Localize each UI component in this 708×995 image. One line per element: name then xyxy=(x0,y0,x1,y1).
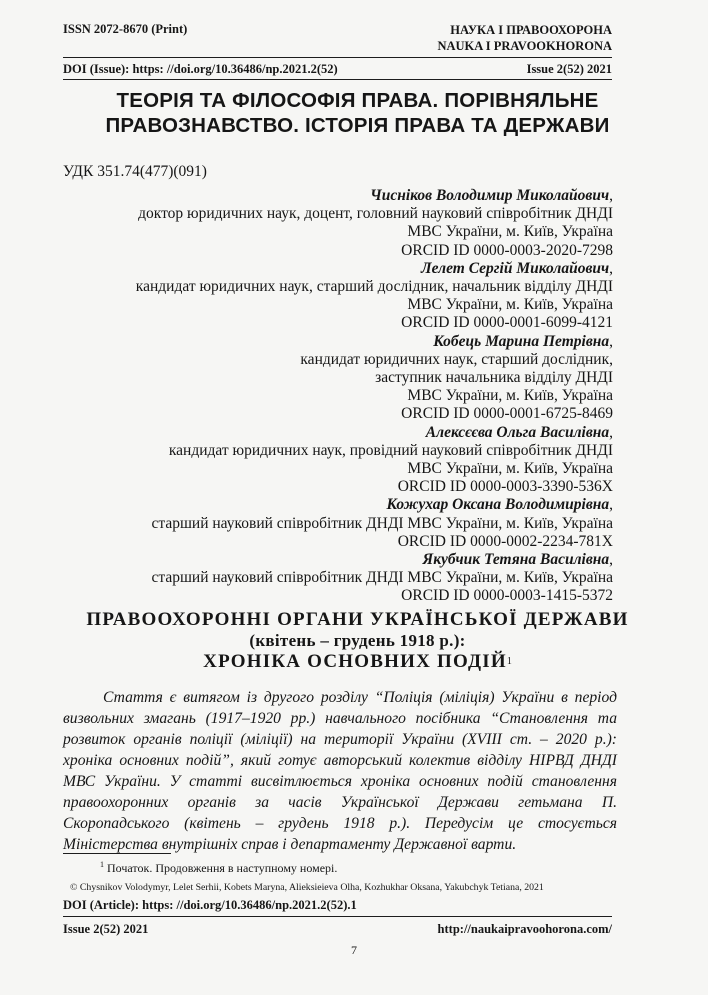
section-title-line-2: ПРАВОЗНАВСТВО. ІСТОРІЯ ПРАВА ТА ДЕРЖАВИ xyxy=(105,114,610,137)
author-affiliation: кандидат юридичних наук, старший дослідник, начальник відділу ДНДІ xyxy=(135,278,613,296)
issue-label: Issue 2(52) 2021 xyxy=(526,62,612,76)
author-affiliation: доктор юридичних наук, доцент, головний науковий співробітник ДНДІ xyxy=(138,205,613,223)
author-orcid: ORCID ID 0000-0002-2234-781X xyxy=(397,532,613,550)
author-name: Кожухар Оксана Володимирівна xyxy=(386,496,610,514)
abstract: Стаття є витягом із другого розділу “Поліція (міліція) України в період визвольних змагань (1917–1920 рр.) навчального посібника “Становлення та розвиток органів поліції (міліції) на території України (XVIII ст. – 2020 р.): хроніка основних подій”, який готує авторський колектив відділу НІРВД ДНДІ МВС України. У статті висвітлюється хроніка основних подій становлення правоохоронних органів за часів Української Держави гетьмана П. Скоропадського (квітень – грудень 1918 р.). Передусім це стосується Міністерства внутрішніх справ і департаменту Державної варти. xyxy=(63,689,617,853)
journal-name-en: NAUKA I PRAVOOKHORONA xyxy=(437,39,612,53)
article-title-line-1: ПРАВООХОРОННІ ОРГАНИ УКРАЇНСЬКОЇ ДЕРЖАВИ xyxy=(86,609,629,630)
author: Лелет Сергій Миколайович, кандидат юридичних наук, старший дослідник, начальник відділу ДНДІ МВС України, м. Київ, Україна ORCID ID 0000-0001-6099-4121 xyxy=(53,260,613,333)
author-affiliation: МВС України, м. Київ, Україна xyxy=(407,296,613,314)
footer-issue: Issue 2(52) 2021 xyxy=(63,922,149,936)
author-affiliation: кандидат юридичних наук, старший дослідник, xyxy=(300,350,613,368)
article-title-line-2: (квітень – грудень 1918 р.): xyxy=(249,631,466,650)
author-affiliation: заступник начальника відділу ДНДІ xyxy=(375,369,613,387)
issn: ISSN 2072-8670 (Print) xyxy=(63,22,188,36)
footnote-marker[interactable]: 1 xyxy=(506,656,512,667)
footnote-text: Початок. Продовження в наступному номері. xyxy=(104,861,338,875)
author: Кобець Марина Петрівна, кандидат юридичних наук, старший дослідник, заступник начальника відділу ДНДІ МВС України, м. Київ, Україна ORCID ID 0000-0001-6725-8469 xyxy=(53,333,613,424)
udk-code: УДК 351.74(477)(091) xyxy=(63,163,207,180)
author-name: Лелет Сергій Миколайович xyxy=(421,259,610,277)
author: Якубчик Тетяна Василівна, старший науковий співробітник ДНДІ МВС України, м. Київ, Україна ORCID ID 0000-0003-1415-5372 xyxy=(53,551,613,606)
copyright: © Chysnikov Volodymyr, Lelet Serhii, Kobets Maryna, Alieksieieva Olha, Kozhukhar Oksana, Yakubchyk Tetiana, 2021 xyxy=(70,882,544,893)
author-orcid: ORCID ID 0000-0003-2020-7298 xyxy=(401,241,613,259)
author: Кожухар Оксана Володимирівна, старший науковий співробітник ДНДІ МВС України, м. Київ, Україна ORCID ID 0000-0002-2234-781X xyxy=(53,496,613,551)
footer-rule xyxy=(63,916,612,917)
author-affiliation: МВС України, м. Київ, Україна xyxy=(407,223,613,241)
journal-name-ua: НАУКА І ПРАВООХОРОНА xyxy=(450,23,612,37)
journal-name xyxy=(437,22,612,54)
authors-block xyxy=(53,187,613,606)
footnote xyxy=(100,860,337,876)
header-rule-2 xyxy=(63,79,612,80)
author-affiliation: МВС України, м. Київ, Україна xyxy=(407,387,613,405)
author-orcid: ORCID ID 0000-0001-6725-8469 xyxy=(401,405,613,423)
section-title-line-1: ТЕОРІЯ ТА ФІЛОСОФІЯ ПРАВА. ПОРІВНЯЛЬНЕ xyxy=(116,89,599,112)
footnote-rule xyxy=(63,853,171,854)
page-number: 7 xyxy=(351,943,357,957)
author-orcid: ORCID ID 0000-0001-6099-4121 xyxy=(401,314,613,332)
article-title xyxy=(60,609,655,672)
author-affiliation: кандидат юридичних наук, провідний науковий співробітник ДНДІ xyxy=(168,441,613,459)
author-name: Чисніков Володимир Миколайович xyxy=(370,187,610,204)
author-orcid: ORCID ID 0000-0003-3390-536X xyxy=(397,478,613,496)
footer-url[interactable]: http://naukaipravoohorona.com/ xyxy=(437,922,612,936)
header-rule xyxy=(63,57,612,58)
author-orcid: ORCID ID 0000-0003-1415-5372 xyxy=(401,587,613,605)
author-name: Алексєєва Ольга Василівна xyxy=(425,423,610,441)
author: Алексєєва Ольга Василівна, кандидат юридичних наук, провідний науковий співробітник ДНДІ МВС України, м. Київ, Україна ORCID ID 0000-0003-3390-536X xyxy=(53,424,613,497)
author-affiliation: старший науковий співробітник ДНДІ МВС України, м. Київ, Україна xyxy=(151,514,613,532)
doi-issue: DOI (Issue): https: //doi.org/10.36486/np.2021.2(52) xyxy=(63,62,338,76)
author-affiliation: МВС України, м. Київ, Україна xyxy=(407,460,613,478)
section-title xyxy=(60,88,655,138)
doi-article[interactable]: DOI (Article): https: //doi.org/10.36486/np.2021.2(52).1 xyxy=(63,898,357,912)
author-name: Кобець Марина Петрівна xyxy=(433,332,610,350)
footnote-number: 1 xyxy=(100,860,104,869)
author-affiliation: старший науковий співробітник ДНДІ МВС України, м. Київ, Україна xyxy=(151,569,613,587)
author-name: Якубчик Тетяна Василівна xyxy=(422,551,610,569)
author: Чисніков Володимир Миколайович, доктор юридичних наук, доцент, головний науковий співробітник ДНДІ МВС України, м. Київ, Україна ORCID ID 0000-0003-2020-7298 xyxy=(53,187,613,260)
article-title-line-3: ХРОНІКА ОСНОВНИХ ПОДІЙ xyxy=(203,651,507,672)
